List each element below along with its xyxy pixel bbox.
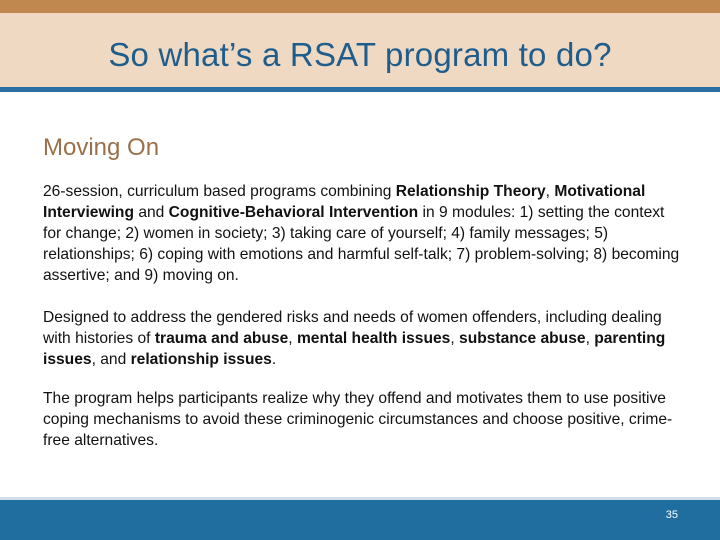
text-run: The program helps participants realize why they offend and motivates them to use positive coping mechanisms to avoid these criminogenic circumstances and choose positive, crime-free alternatives. [43,390,673,449]
text-run: and [133,204,169,221]
text-run: , [450,330,460,347]
text-run: , [288,330,297,347]
paragraph-curriculum [43,181,683,286]
page-number: 35 [665,509,678,521]
title-divider [0,87,720,92]
bold-phrase: substance abuse [459,330,586,347]
bold-phrase: Motivational Interviewing [43,183,646,221]
text-run: , [545,183,555,200]
text-run: 26-session, curriculum based programs combining [43,183,396,200]
text-run: Designed to address the gendered risks and needs of women offenders, including dealing with histories of [43,309,662,347]
text-run: in 9 modules: 1) setting the context for change; 2) women in society; 3) taking care of yourself; 4) family messages; 5) relationships; 6) coping with emotions and harmful self-talk; 7) problem-solving; 8) becoming assertive; and 9) moving on. [43,204,680,284]
bold-phrase: Relationship Theory [395,183,546,200]
bold-phrase: mental health issues [296,330,451,347]
slide-title: So what’s a RSAT program to do? [108,36,612,73]
bold-phrase: relationship issues [130,351,272,368]
bold-phrase: parenting issues [43,330,666,368]
text-run: , and [91,351,131,368]
paragraph-gendered-risks [43,307,683,370]
bold-phrase: trauma and abuse [154,330,289,347]
slide-subtitle: Moving On [43,134,160,161]
top-accent-bar [0,0,720,13]
text-run: , [585,330,595,347]
paragraph-program-goal [43,388,683,451]
text-run: . [271,351,277,368]
footer-bar [0,500,720,540]
bold-phrase: Cognitive-Behavioral Intervention [168,204,419,221]
